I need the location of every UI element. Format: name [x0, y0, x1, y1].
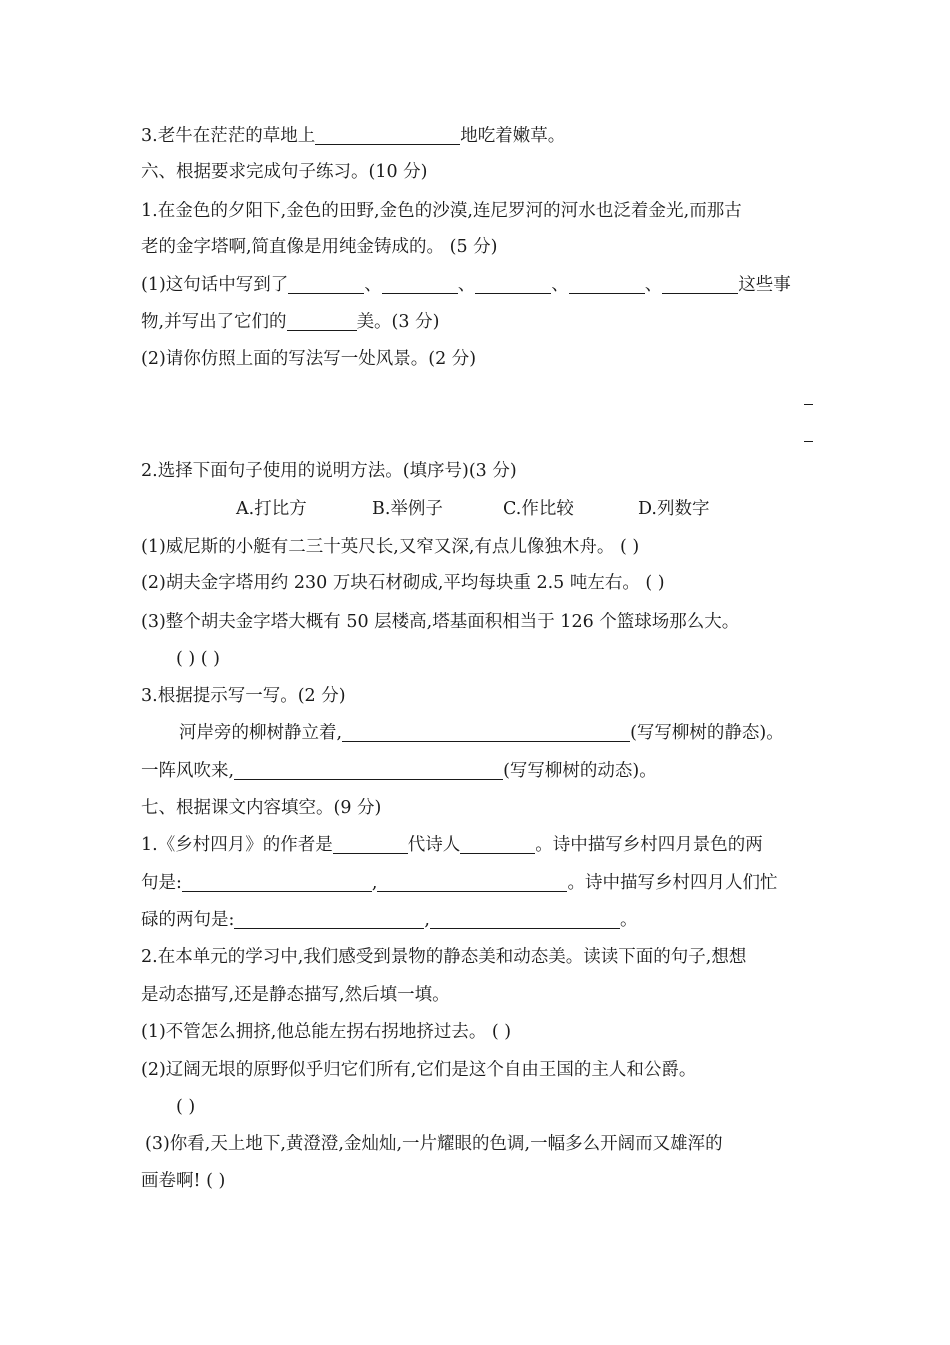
q6-2-3-blanks[interactable]: ( ) ( )	[176, 649, 220, 669]
q6-1-1-text-end: 这些事	[738, 275, 791, 295]
writing-line-mark[interactable]	[804, 441, 813, 442]
q7-2-2-line: (2)辽阔无垠的原野似乎归它们所有,它们是这个自由王国的主人和公爵。	[141, 1060, 697, 1080]
q7-2-line1: 2.在本单元的学习中,我们感受到景物的静态美和动态美。读读下面的句子,想想	[141, 947, 747, 967]
section-7-heading: 七、根据课文内容填空。(9 分)	[141, 798, 382, 818]
answer-blank[interactable]	[234, 910, 424, 929]
answer-blank[interactable]	[460, 835, 535, 854]
answer-blank[interactable]	[382, 275, 458, 294]
answer-blank[interactable]	[182, 873, 372, 892]
separator: 、	[644, 275, 663, 295]
q7-1-line3	[141, 908, 637, 932]
option-d: D.列数字	[638, 499, 710, 519]
answer-blank[interactable]	[234, 761, 503, 780]
option-c: C.作比较	[503, 499, 574, 519]
answer-blank[interactable]	[287, 312, 357, 331]
q6-3-line-b	[141, 759, 657, 783]
option-b: B.举例子	[372, 499, 443, 519]
q6-1-line2: 老的金字塔啊,简直像是用纯金铸成的。 (5 分)	[141, 237, 498, 257]
q5-3-text: 3.老牛在茫茫的草地上	[141, 126, 316, 146]
q7-1-text-f: 碌的两句是:	[141, 910, 235, 930]
answer-blank[interactable]	[342, 723, 630, 742]
option-a: A.打比方	[236, 499, 307, 519]
q6-1-1-line2	[141, 310, 439, 334]
q6-1-1-line	[141, 273, 791, 297]
answer-blank[interactable]	[333, 835, 408, 854]
answer-blank[interactable]	[288, 275, 364, 294]
q7-1-text-b: 代诗人	[407, 835, 461, 855]
q6-3-line-a	[179, 721, 784, 745]
q6-1-1-text: (1)这句话中写到了	[141, 275, 289, 295]
separator: 、	[457, 275, 476, 295]
answer-blank[interactable]	[377, 873, 567, 892]
answer-blank[interactable]	[315, 126, 460, 145]
q6-1-2-line: (2)请你仿照上面的写法写一处风景。(2 分)	[141, 349, 477, 369]
q5-3-text-end: 地吃着嫩草。	[460, 126, 566, 146]
section-6-heading: 六、根据要求完成句子练习。(10 分)	[141, 162, 428, 182]
q7-1-text-e: 。诗中描写乡村四月人们忙	[567, 873, 778, 893]
separator: 、	[364, 275, 382, 295]
separator: 、	[551, 275, 569, 295]
q6-3-text-b: 一阵风吹来,	[141, 761, 235, 781]
q6-3-title: 3.根据提示写一写。(2 分)	[141, 686, 346, 706]
q6-1-1-text2-end: 美。(3 分)	[356, 312, 440, 332]
q6-3-hint-a: (写写柳树的静态)。	[630, 723, 784, 743]
q7-1-line2	[141, 871, 777, 895]
q5-3-line	[141, 124, 565, 148]
q6-2-title: 2.选择下面句子使用的说明方法。(填序号)(3 分)	[141, 461, 517, 481]
q7-1-text-a: 1.《乡村四月》的作者是	[141, 835, 333, 855]
q7-2-line2: 是动态描写,还是静态描写,然后填一填。	[141, 985, 450, 1005]
q7-1-line1	[141, 833, 763, 857]
answer-blank[interactable]	[475, 275, 551, 294]
q7-2-1-line: (1)不管怎么拥挤,他总能左拐右拐地挤过去。 ( )	[141, 1022, 512, 1042]
q7-2-2-blank[interactable]: ( )	[176, 1097, 196, 1117]
writing-line-mark[interactable]	[804, 404, 813, 405]
q7-1-text-d: 句是:	[141, 873, 182, 893]
answer-blank[interactable]	[662, 275, 738, 294]
answer-blank[interactable]	[569, 275, 645, 294]
q6-3-hint-b: (写写柳树的动态)。	[503, 761, 657, 781]
q6-2-3-line: (3)整个胡夫金字塔大概有 50 层楼高,塔基面积相当于 126 个篮球场那么大。	[141, 612, 740, 632]
comma: ,	[371, 873, 378, 893]
q6-3-text-a: 河岸旁的柳树静立着,	[179, 723, 343, 743]
q7-1-text-g: 。	[619, 910, 638, 930]
comma: ,	[424, 910, 430, 930]
q7-2-3-line: (3)你看,天上地下,黄澄澄,金灿灿,一片耀眼的色调,一幅多么开阔而又雄浑的	[145, 1134, 723, 1154]
q6-2-1-line: (1)威尼斯的小艇有二三十英尺长,又窄又深,有点儿像独木舟。 ( )	[141, 537, 640, 557]
q7-1-text-c: 。诗中描写乡村四月景色的两	[535, 835, 763, 855]
q6-1-line1: 1.在金色的夕阳下,金色的田野,金色的沙漠,连尼罗河的河水也泛着金光,而那古	[141, 201, 742, 221]
q6-1-1-text2: 物,并写出了它们的	[141, 312, 287, 332]
answer-blank[interactable]	[430, 910, 620, 929]
q7-2-3-line2: 画卷啊! ( )	[141, 1171, 226, 1191]
q6-2-2-line: (2)胡夫金字塔用约 230 万块石材砌成,平均每块重 2.5 吨左右。 ( )	[141, 573, 665, 593]
